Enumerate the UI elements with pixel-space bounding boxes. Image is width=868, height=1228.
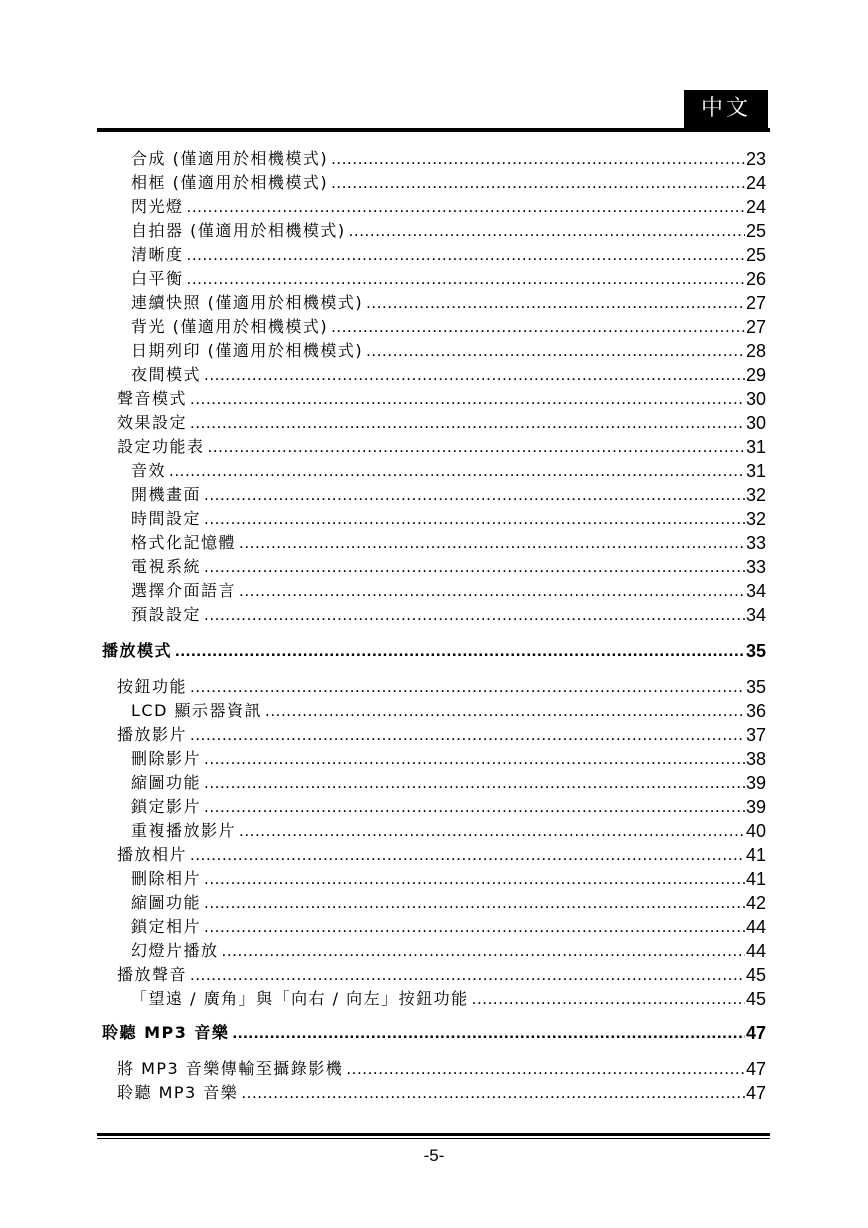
toc-entry[interactable] [131,796,766,818]
toc-dot-leader [204,604,745,626]
toc-entry-title: 連續快照 (僅適用於相機模式) [131,293,364,312]
toc-entry-title: 聆聽 MP3 音樂 [102,1023,230,1042]
toc-dot-leader [190,724,745,746]
toc-dot-leader [265,700,745,722]
toc-dot-leader [190,388,745,410]
toc-entry-title: 播放模式 [102,641,173,660]
toc-entry[interactable] [131,940,766,962]
toc-entry[interactable] [131,292,766,314]
toc-dot-leader [331,148,745,170]
toc-entry[interactable] [117,412,766,434]
toc-entry-title: 夜間模式 [131,365,202,384]
toc-entry[interactable] [131,532,766,554]
toc-entry[interactable] [131,172,766,194]
toc-dot-leader [190,964,745,986]
toc-entry-page: 44 [745,917,766,937]
toc-entry-title: 合成 (僅適用於相機模式) [131,149,329,168]
toc-dot-leader [190,676,745,698]
page-number: -5- [423,1146,445,1165]
toc-entry-page: 25 [745,221,766,241]
toc-dot-leader [331,316,745,338]
toc-entry-title: 選擇介面語言 [131,581,237,600]
toc-entry-title: 縮圖功能 [131,773,202,792]
toc-entry-title: 格式化記憶體 [131,533,237,552]
toc-entry-title: 聆聽 MP3 音樂 [117,1083,239,1102]
toc-entry[interactable] [131,580,766,602]
toc-dot-leader [208,436,745,458]
toc-entry-page: 36 [745,701,766,721]
toc-entry[interactable] [131,340,766,362]
toc-entry[interactable] [117,844,766,866]
toc-entry[interactable] [131,748,766,770]
toc-dot-leader [190,844,745,866]
toc-entry-page: 45 [745,965,766,985]
toc-dot-leader [239,532,745,554]
toc-dot-leader [204,772,745,794]
toc-entry-page: 31 [745,437,766,457]
toc-entry-page: 30 [745,389,766,409]
toc-entry-page: 32 [745,509,766,529]
toc-entry-page: 45 [745,989,766,1009]
toc-entry-title: 自拍器 (僅適用於相機模式) [131,221,346,240]
toc-dot-leader [190,412,745,434]
toc-entry-title: 相框 (僅適用於相機模式) [131,173,329,192]
toc-entry-page: 44 [745,941,766,961]
toc-dot-leader [204,556,745,578]
toc-dot-leader [204,916,745,938]
toc-entry-page: 39 [745,797,766,817]
toc-entry-page: 25 [745,245,766,265]
toc-dot-leader [169,460,745,482]
toc-entry[interactable] [117,964,766,986]
toc-entry-page: 38 [745,749,766,769]
toc-entry-title: 清晰度 [131,245,184,264]
toc-entry[interactable] [131,196,766,218]
toc-dot-leader [204,892,745,914]
toc-dot-leader [204,796,745,818]
toc-entry-page: 24 [745,197,766,217]
toc-entry-page: 47 [745,1023,766,1043]
toc-entry[interactable] [117,1058,766,1080]
toc-entry-page: 37 [745,725,766,745]
toc-entry[interactable] [131,148,766,170]
toc-entry-page: 41 [745,869,766,889]
toc-entry[interactable] [117,676,766,698]
toc-dot-leader [331,172,745,194]
toc-entry-title: 白平衡 [131,269,184,288]
toc-entry[interactable] [131,268,766,290]
toc-entry-title: 「望遠 / 廣角」與「向右 / 向左」按鈕功能 [131,989,469,1008]
toc-dot-leader [175,640,745,662]
toc-entry-page: 29 [745,365,766,385]
toc-dot-leader [187,244,745,266]
toc-dot-leader [239,820,745,842]
toc-entry-title: 開機畫面 [131,485,202,504]
toc-entry-page: 35 [745,641,766,661]
toc-entry-title: 幻燈片播放 [131,941,219,960]
toc-entry-page: 26 [745,269,766,289]
toc-entry-page: 31 [745,461,766,481]
toc-entry[interactable] [131,868,766,890]
toc-entry-title: 播放影片 [117,725,188,744]
toc-dot-leader [241,1082,745,1104]
toc-entry-title: 將 MP3 音樂傳輸至攝錄影機 [117,1059,344,1078]
toc-entry-title: 設定功能表 [117,437,205,456]
toc-entry-page: 39 [745,773,766,793]
toc-entry-title: 閃光燈 [131,197,184,216]
toc-dot-leader [222,940,745,962]
toc-entry-page: 42 [745,893,766,913]
toc-entry[interactable] [117,724,766,746]
toc-dot-leader [472,988,745,1010]
toc-entry-title: 預設設定 [131,605,202,624]
toc-dot-leader [187,268,745,290]
toc-dot-leader [187,196,745,218]
toc-entry-page: 27 [745,317,766,337]
toc-entry-title: 播放聲音 [117,965,188,984]
toc-entry[interactable] [131,316,766,338]
toc-entry-page: 27 [745,293,766,313]
toc-entry[interactable] [131,364,766,386]
toc-entry-title: 刪除影片 [131,749,202,768]
toc-entry[interactable] [131,988,766,1010]
toc-dot-leader [349,220,745,242]
toc-entry[interactable] [131,244,766,266]
toc-entry[interactable] [131,484,766,506]
toc-entry-title: 鎖定相片 [131,917,202,936]
toc-entry-page: 41 [745,845,766,865]
toc-entry-title: 縮圖功能 [131,893,202,912]
toc-entry-title: 時間設定 [131,509,202,528]
toc-entry-title: 鎖定影片 [131,797,202,816]
toc-dot-leader [204,748,745,770]
toc-entry-page: 34 [745,581,766,601]
toc-entry-title: 音效 [131,461,167,480]
toc-chapter-entry[interactable] [102,1022,766,1044]
toc-entry-page: 32 [745,485,766,505]
toc-entry-title: 日期列印 (僅適用於相機模式) [131,341,364,360]
toc-entry[interactable] [131,460,766,482]
toc-entry-title: 電視系統 [131,557,202,576]
toc-entry-title: 重複播放影片 [131,821,237,840]
toc-entry[interactable] [131,772,766,794]
toc-entry-title: 聲音模式 [117,389,188,408]
toc-dot-leader [366,340,745,362]
toc-entry[interactable] [117,436,766,458]
toc-entry-page: 47 [745,1059,766,1079]
toc-entry-title: 背光 (僅適用於相機模式) [131,317,329,336]
toc-dot-leader [346,1058,745,1080]
toc-entry[interactable] [131,220,766,242]
toc-dot-leader [204,484,745,506]
toc-entry-page: 47 [745,1083,766,1103]
toc-entry[interactable] [117,388,766,410]
toc-dot-leader [239,580,745,602]
toc-entry-page: 33 [745,533,766,553]
toc-entry[interactable] [131,820,766,842]
toc-dot-leader [366,292,745,314]
toc-entry-page: 35 [745,677,766,697]
toc-entry[interactable] [131,508,766,530]
toc-dot-leader [204,508,745,530]
footer-rule [97,1133,770,1136]
toc-entry-page: 33 [745,557,766,577]
toc-entry-title: 播放相片 [117,845,188,864]
toc-entry-title: 按鈕功能 [117,677,188,696]
toc-entry-page: 24 [745,173,766,193]
toc-entry-title: 刪除相片 [131,869,202,888]
language-tab: 中文 [684,90,768,128]
toc-entry[interactable] [131,916,766,938]
toc-dot-leader [232,1022,745,1044]
toc-entry[interactable] [131,700,766,722]
toc-entry-page: 23 [745,149,766,169]
toc-entry[interactable] [117,1082,766,1104]
toc-dot-leader [204,364,745,386]
toc-chapter-entry[interactable] [102,640,766,662]
toc-entry[interactable] [131,892,766,914]
toc-dot-leader [204,868,745,890]
toc-entry-title: 效果設定 [117,413,188,432]
toc-entry-page: 30 [745,413,766,433]
toc-entry-page: 28 [745,341,766,361]
toc-entry-page: 40 [745,821,766,841]
toc-entry-title: LCD 顯示器資訊 [131,701,262,720]
toc-entry[interactable] [131,556,766,578]
toc-entry-page: 34 [745,605,766,625]
footer-rule-thin [97,1138,770,1139]
toc-entry[interactable] [131,604,766,626]
